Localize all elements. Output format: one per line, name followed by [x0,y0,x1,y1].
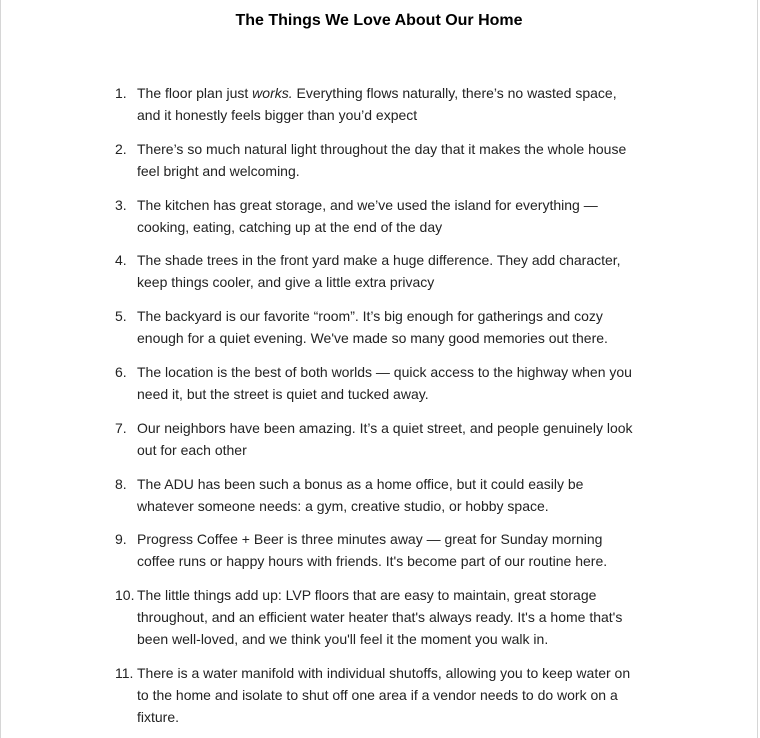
list-item-text: Our neighbors have been amazing. It’s a quiet street, and people genuinely look out for each other [137,419,633,458]
list-number: 10. [115,587,135,604]
list-item [115,584,675,650]
list-item [115,662,675,728]
list-item [115,305,675,349]
list-number: 2. [115,140,127,157]
list-item-text: The location is the best of both worlds — quick access to the highway when you need it, but the street is quiet and tucked away. [137,363,632,402]
list-item-text: The shade trees in the front yard make a huge difference. They add character, keep things cooler, and give a little extra privacy [137,252,621,291]
list-item [115,82,675,126]
list-item-text: The little things add up: LVP floors that are easy to maintain, great storage throughout, and an efficient water heater that's always ready. It's a home that's been well-loved, and we think you'll feel it the moment you walk in. [137,587,623,648]
list-number: 8. [115,475,127,492]
list-number: 9. [115,531,127,548]
list-item [115,361,675,405]
list-item-text: There is a water manifold with individual shutoffs, allowing you to keep water on to the home and isolate to shut off one area if a vendor needs to do work on a fixture. [137,664,631,725]
list-item [115,473,675,517]
list-item-text: There’s so much natural light throughout the day that it makes the whole house feel bright and welcoming. [137,140,627,179]
list-number: 7. [115,419,127,436]
list-number: 5. [115,308,127,325]
list-item [115,417,675,461]
list-item [115,194,675,238]
list-item [115,528,675,572]
list-number: 11. [115,664,134,681]
list-number: 4. [115,252,127,269]
list-item-text: The kitchen has great storage, and we’ve used the island for everything — cooking, eating, catching up at the end of the day [137,196,598,235]
page-title: The Things We Love About Our Home [235,12,523,29]
list-number: 1. [115,85,127,101]
list-item-text: Progress Coffee + Beer is three minutes away — great for Sunday morning coffee runs or happy hours with friends. It's become part of our routine here. [137,531,608,570]
list-item-text: The backyard is our favorite “room”. It’s big enough for gatherings and cozy enough for a quiet evening. We've made so many good memories out there. [137,308,608,347]
list-item-text: The ADU has been such a bonus as a home office, but it could easily be whatever someone needs: a gym, creative studio, or hobby space. [137,475,584,514]
list-number: 6. [115,363,127,380]
list-item [115,138,675,182]
list [115,82,675,738]
list-number: 3. [115,196,127,213]
list-item [115,249,675,293]
list-item-text: The floor plan just works. Everything flows naturally, there’s no wasted space, and it honestly feels bigger than you’d expect [137,85,617,123]
